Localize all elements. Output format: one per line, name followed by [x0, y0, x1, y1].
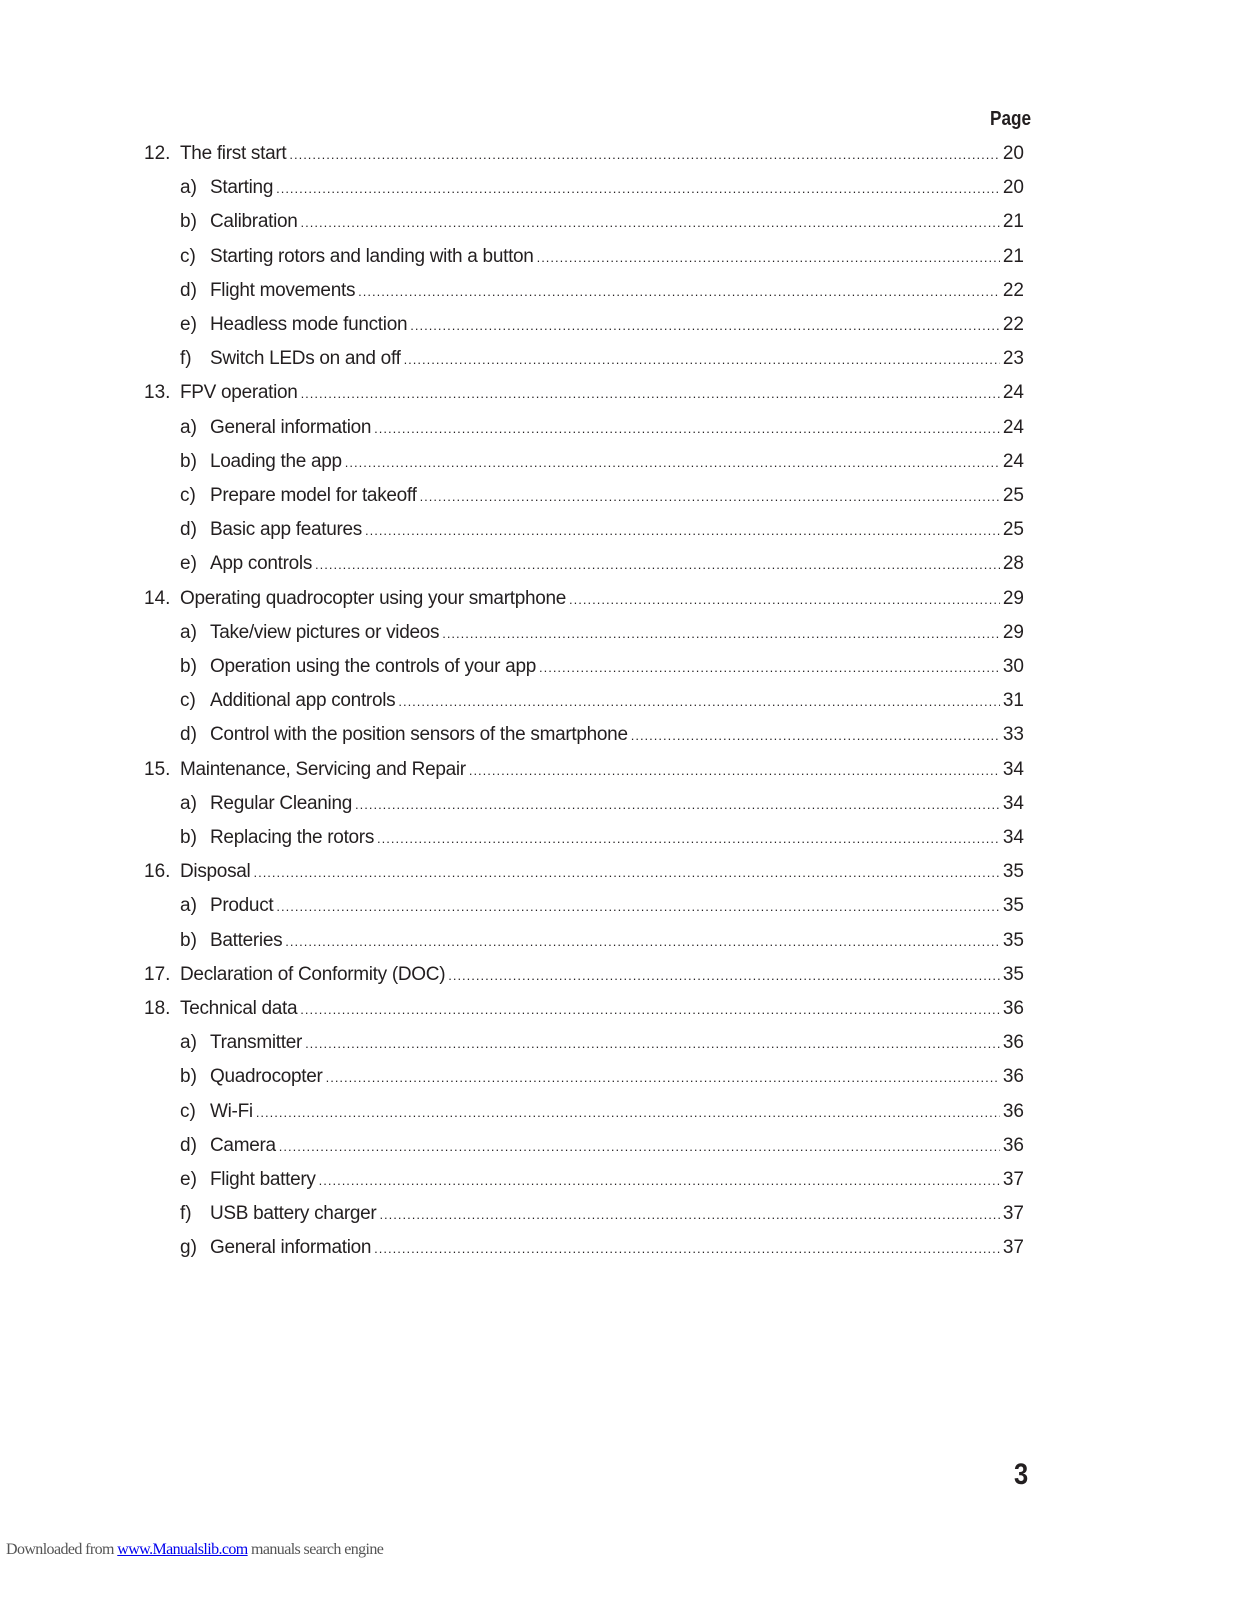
toc-dot-leader	[285, 929, 1000, 954]
toc-subsection-entry[interactable]	[180, 278, 1024, 304]
toc-subsection-entry[interactable]	[180, 825, 1024, 851]
toc-entry-page: 21	[1002, 245, 1024, 267]
toc-dot-leader	[279, 1134, 1000, 1159]
toc-subsection-entry[interactable]	[180, 893, 1024, 919]
toc-dot-leader	[398, 689, 1000, 714]
footer-suffix: manuals search engine	[247, 1541, 384, 1558]
toc-dot-leader	[410, 313, 1000, 338]
toc-entry-number: d)	[180, 1134, 197, 1156]
toc-entry-number: d)	[180, 724, 197, 746]
toc-entry-title: Replacing the rotors	[210, 827, 375, 848]
toc-entry-number: 17.	[144, 963, 171, 985]
toc-entry-title: Calibration	[210, 211, 298, 233]
toc-section-entry[interactable]	[144, 859, 1024, 885]
toc-entry-page: 35	[1002, 895, 1024, 917]
toc-subsection-entry[interactable]	[180, 449, 1024, 475]
toc-entry-number: f)	[180, 1203, 192, 1225]
toc-entry-number: g)	[180, 1237, 197, 1259]
toc-subsection-entry[interactable]	[180, 1064, 1024, 1090]
toc-dot-leader	[448, 963, 1000, 988]
toc-entry-number: e)	[180, 553, 197, 575]
toc-dot-leader	[345, 450, 1000, 475]
toc-subsection-entry[interactable]	[180, 175, 1024, 201]
toc-entry-title: Basic app features	[210, 519, 362, 541]
manualslib-link[interactable]: www.Manualslib.com	[117, 1541, 248, 1558]
toc-section-entry[interactable]	[144, 757, 1024, 783]
toc-dot-leader	[289, 142, 1000, 167]
toc-entry-number: c)	[180, 485, 196, 506]
toc-entry-title: FPV operation	[180, 382, 298, 404]
toc-entry-title: Prepare model for takeoff	[210, 485, 417, 506]
toc-dot-leader	[374, 1236, 1000, 1261]
toc-entry-title: Starting	[210, 177, 274, 199]
toc-entry-number: a)	[180, 416, 197, 438]
toc-entry-number: d)	[180, 279, 197, 301]
toc-entry-page: 37	[1002, 1203, 1024, 1225]
toc-subsection-entry[interactable]	[180, 791, 1024, 817]
toc-entry-page: 29	[1002, 587, 1024, 609]
toc-entry-page: 22	[1002, 314, 1024, 335]
toc-dot-leader	[420, 484, 1000, 509]
toc-dot-leader	[319, 1168, 1000, 1193]
toc-entry-number: b)	[180, 656, 197, 677]
toc-entry-number: a)	[180, 792, 197, 814]
toc-dot-leader	[355, 792, 1000, 817]
toc-entry-title: Switch LEDs on and off	[210, 348, 401, 370]
toc-entry-title: Declaration of Conformity (DOC)	[180, 963, 446, 985]
toc-entry-page: 23	[1002, 348, 1024, 370]
toc-entry-title: Wi-Fi	[210, 1100, 253, 1122]
toc-entry-page: 35	[1002, 929, 1024, 951]
toc-dot-leader	[300, 997, 1000, 1022]
toc-dot-leader	[537, 245, 1000, 270]
toc-dot-leader	[315, 552, 1000, 577]
toc-subsection-entry[interactable]	[180, 517, 1024, 543]
toc-section-entry[interactable]	[144, 996, 1024, 1022]
toc-subsection-entry[interactable]	[180, 1133, 1024, 1159]
toc-section-entry[interactable]	[144, 141, 1024, 167]
toc-entry-number: b)	[180, 211, 197, 233]
toc-entry-number: e)	[180, 314, 197, 335]
toc-entry-number: a)	[180, 895, 197, 917]
toc-section-entry[interactable]	[144, 380, 1024, 406]
toc-entry-page: 37	[1002, 1169, 1024, 1190]
toc-entry-number: b)	[180, 827, 197, 848]
toc-dot-leader	[305, 1031, 1000, 1056]
toc-entry-number: d)	[180, 519, 197, 541]
toc-dot-leader	[253, 860, 1000, 885]
toc-subsection-entry[interactable]	[180, 688, 1024, 714]
toc-entry-page: 34	[1002, 827, 1024, 848]
toc-entry-page: 24	[1002, 450, 1024, 472]
toc-entry-title: Technical data	[180, 998, 298, 1019]
toc-entry-number: b)	[180, 1066, 197, 1088]
toc-dot-leader	[256, 1100, 1000, 1125]
footer-prefix: Downloaded from	[6, 1541, 118, 1558]
toc-entry-title: Control with the position sensors of the smartphone	[210, 724, 628, 746]
toc-subsection-entry[interactable]	[180, 415, 1024, 441]
toc-entry-page: 35	[1002, 963, 1024, 985]
toc-entry-title: General information	[210, 1237, 372, 1259]
toc-dot-leader	[358, 279, 1000, 304]
toc-subsection-entry[interactable]	[180, 312, 1024, 338]
toc-entry-title: The first start	[180, 143, 287, 164]
toc-subsection-entry[interactable]	[180, 244, 1024, 270]
toc-entry-title: App controls	[210, 553, 313, 575]
toc-entry-number: 14.	[144, 587, 171, 609]
toc-dot-leader	[379, 1202, 1000, 1227]
toc-entry-number: 18.	[144, 998, 171, 1019]
toc-subsection-entry[interactable]	[180, 928, 1024, 954]
toc-subsection-entry[interactable]	[180, 1167, 1024, 1193]
toc-subsection-entry[interactable]	[180, 1099, 1024, 1125]
toc-entry-title: Flight battery	[210, 1169, 316, 1190]
toc-entry-title: Starting rotors and landing with a button	[210, 245, 534, 267]
toc-dot-leader	[301, 210, 1000, 235]
toc-dot-leader	[631, 723, 1000, 748]
toc-entry-number: 12.	[144, 143, 171, 164]
toc-dot-leader	[404, 347, 1000, 372]
toc-entry-title: General information	[210, 416, 372, 438]
toc-entry-number: 13.	[144, 382, 171, 404]
toc-dot-leader	[301, 381, 1000, 406]
toc-entry-title: Additional app controls	[210, 690, 396, 712]
toc-entry-title: Operation using the controls of your app	[210, 656, 536, 677]
toc-entry-page: 31	[1002, 690, 1024, 712]
toc-dot-leader	[276, 176, 1000, 201]
toc-entry-number: 15.	[144, 758, 171, 780]
toc-entry-page: 20	[1002, 177, 1024, 199]
toc-dot-leader	[365, 518, 1000, 543]
toc-subsection-entry[interactable]	[180, 1201, 1024, 1227]
toc-entry-title: Headless mode function	[210, 314, 408, 335]
toc-subsection-entry[interactable]	[180, 1030, 1024, 1056]
toc-entry-number: 16.	[144, 861, 171, 883]
toc-entry-page: 34	[1002, 758, 1024, 780]
toc-entry-title: Regular Cleaning	[210, 792, 353, 814]
toc-dot-leader	[539, 655, 1000, 680]
toc-entry-page: 21	[1002, 211, 1024, 233]
toc-entry-number: f)	[180, 348, 192, 370]
toc-entry-page: 34	[1002, 792, 1024, 814]
toc-subsection-entry[interactable]	[180, 654, 1024, 680]
download-footer	[6, 1541, 383, 1559]
toc-subsection-entry[interactable]	[180, 346, 1024, 372]
toc-entry-page: 36	[1002, 998, 1024, 1019]
toc-entry-page: 24	[1002, 382, 1024, 404]
toc-dot-leader	[374, 416, 1000, 441]
toc-entry-title: Transmitter	[210, 1032, 303, 1054]
toc-entry-number: a)	[180, 621, 197, 643]
toc-entry-page: 36	[1002, 1032, 1024, 1054]
toc-entry-title: Take/view pictures or videos	[210, 621, 440, 643]
toc-entry-number: c)	[180, 245, 196, 267]
toc-entry-title: Loading the app	[210, 450, 342, 472]
toc-entry-page: 25	[1002, 485, 1024, 506]
toc-entry-title: Maintenance, Servicing and Repair	[180, 758, 466, 780]
toc-section-entry[interactable]	[144, 586, 1024, 612]
toc-section-entry[interactable]	[144, 962, 1024, 988]
toc-entry-page: 22	[1002, 279, 1024, 301]
toc-entry-number: b)	[180, 450, 197, 472]
toc-entry-title: Disposal	[180, 861, 251, 883]
toc-subsection-entry[interactable]	[180, 722, 1024, 748]
toc-entry-page: 37	[1002, 1237, 1024, 1259]
toc-entry-page: 35	[1002, 861, 1024, 883]
toc-entry-title: Camera	[210, 1134, 276, 1156]
toc-dot-leader	[442, 621, 1000, 646]
toc-entry-page: 30	[1002, 656, 1024, 677]
toc-entry-number: e)	[180, 1169, 197, 1190]
toc-entry-page: 24	[1002, 416, 1024, 438]
toc-dot-leader	[569, 587, 1000, 612]
toc-entry-title: Quadrocopter	[210, 1066, 323, 1088]
toc-dot-leader	[469, 758, 1000, 783]
toc-entry-page: 25	[1002, 519, 1024, 541]
toc-dot-leader	[377, 826, 1000, 851]
toc-subsection-entry[interactable]	[180, 551, 1024, 577]
toc-entry-page: 20	[1002, 143, 1024, 164]
toc-entry-page: 36	[1002, 1100, 1024, 1122]
toc-entry-page: 33	[1002, 724, 1024, 746]
toc-subsection-entry[interactable]	[180, 483, 1024, 509]
toc-entry-title: Flight movements	[210, 279, 356, 301]
toc-entry-number: a)	[180, 177, 197, 199]
toc-subsection-entry[interactable]	[180, 209, 1024, 235]
toc-entry-number: c)	[180, 1100, 196, 1122]
toc-entry-number: a)	[180, 1032, 197, 1054]
toc-entry-title: USB battery charger	[210, 1203, 377, 1225]
toc-subsection-entry[interactable]	[180, 1235, 1024, 1261]
toc-entry-page: 36	[1002, 1066, 1024, 1088]
toc-dot-leader	[276, 894, 1000, 919]
toc-subsection-entry[interactable]	[180, 620, 1024, 646]
toc-dot-leader	[326, 1065, 1000, 1090]
toc-entry-title: Batteries	[210, 929, 283, 951]
toc-entry-page: 29	[1002, 621, 1024, 643]
toc-entry-number: c)	[180, 690, 196, 712]
page-column-header: Page	[990, 108, 1032, 130]
page-number: 3	[1014, 1458, 1029, 1491]
toc-entry-title: Product	[210, 895, 274, 917]
toc-entry-page: 28	[1002, 553, 1024, 575]
toc-entry-page: 36	[1002, 1134, 1024, 1156]
toc-entry-number: b)	[180, 929, 197, 951]
toc-entry-title: Operating quadrocopter using your smartphone	[180, 587, 567, 609]
